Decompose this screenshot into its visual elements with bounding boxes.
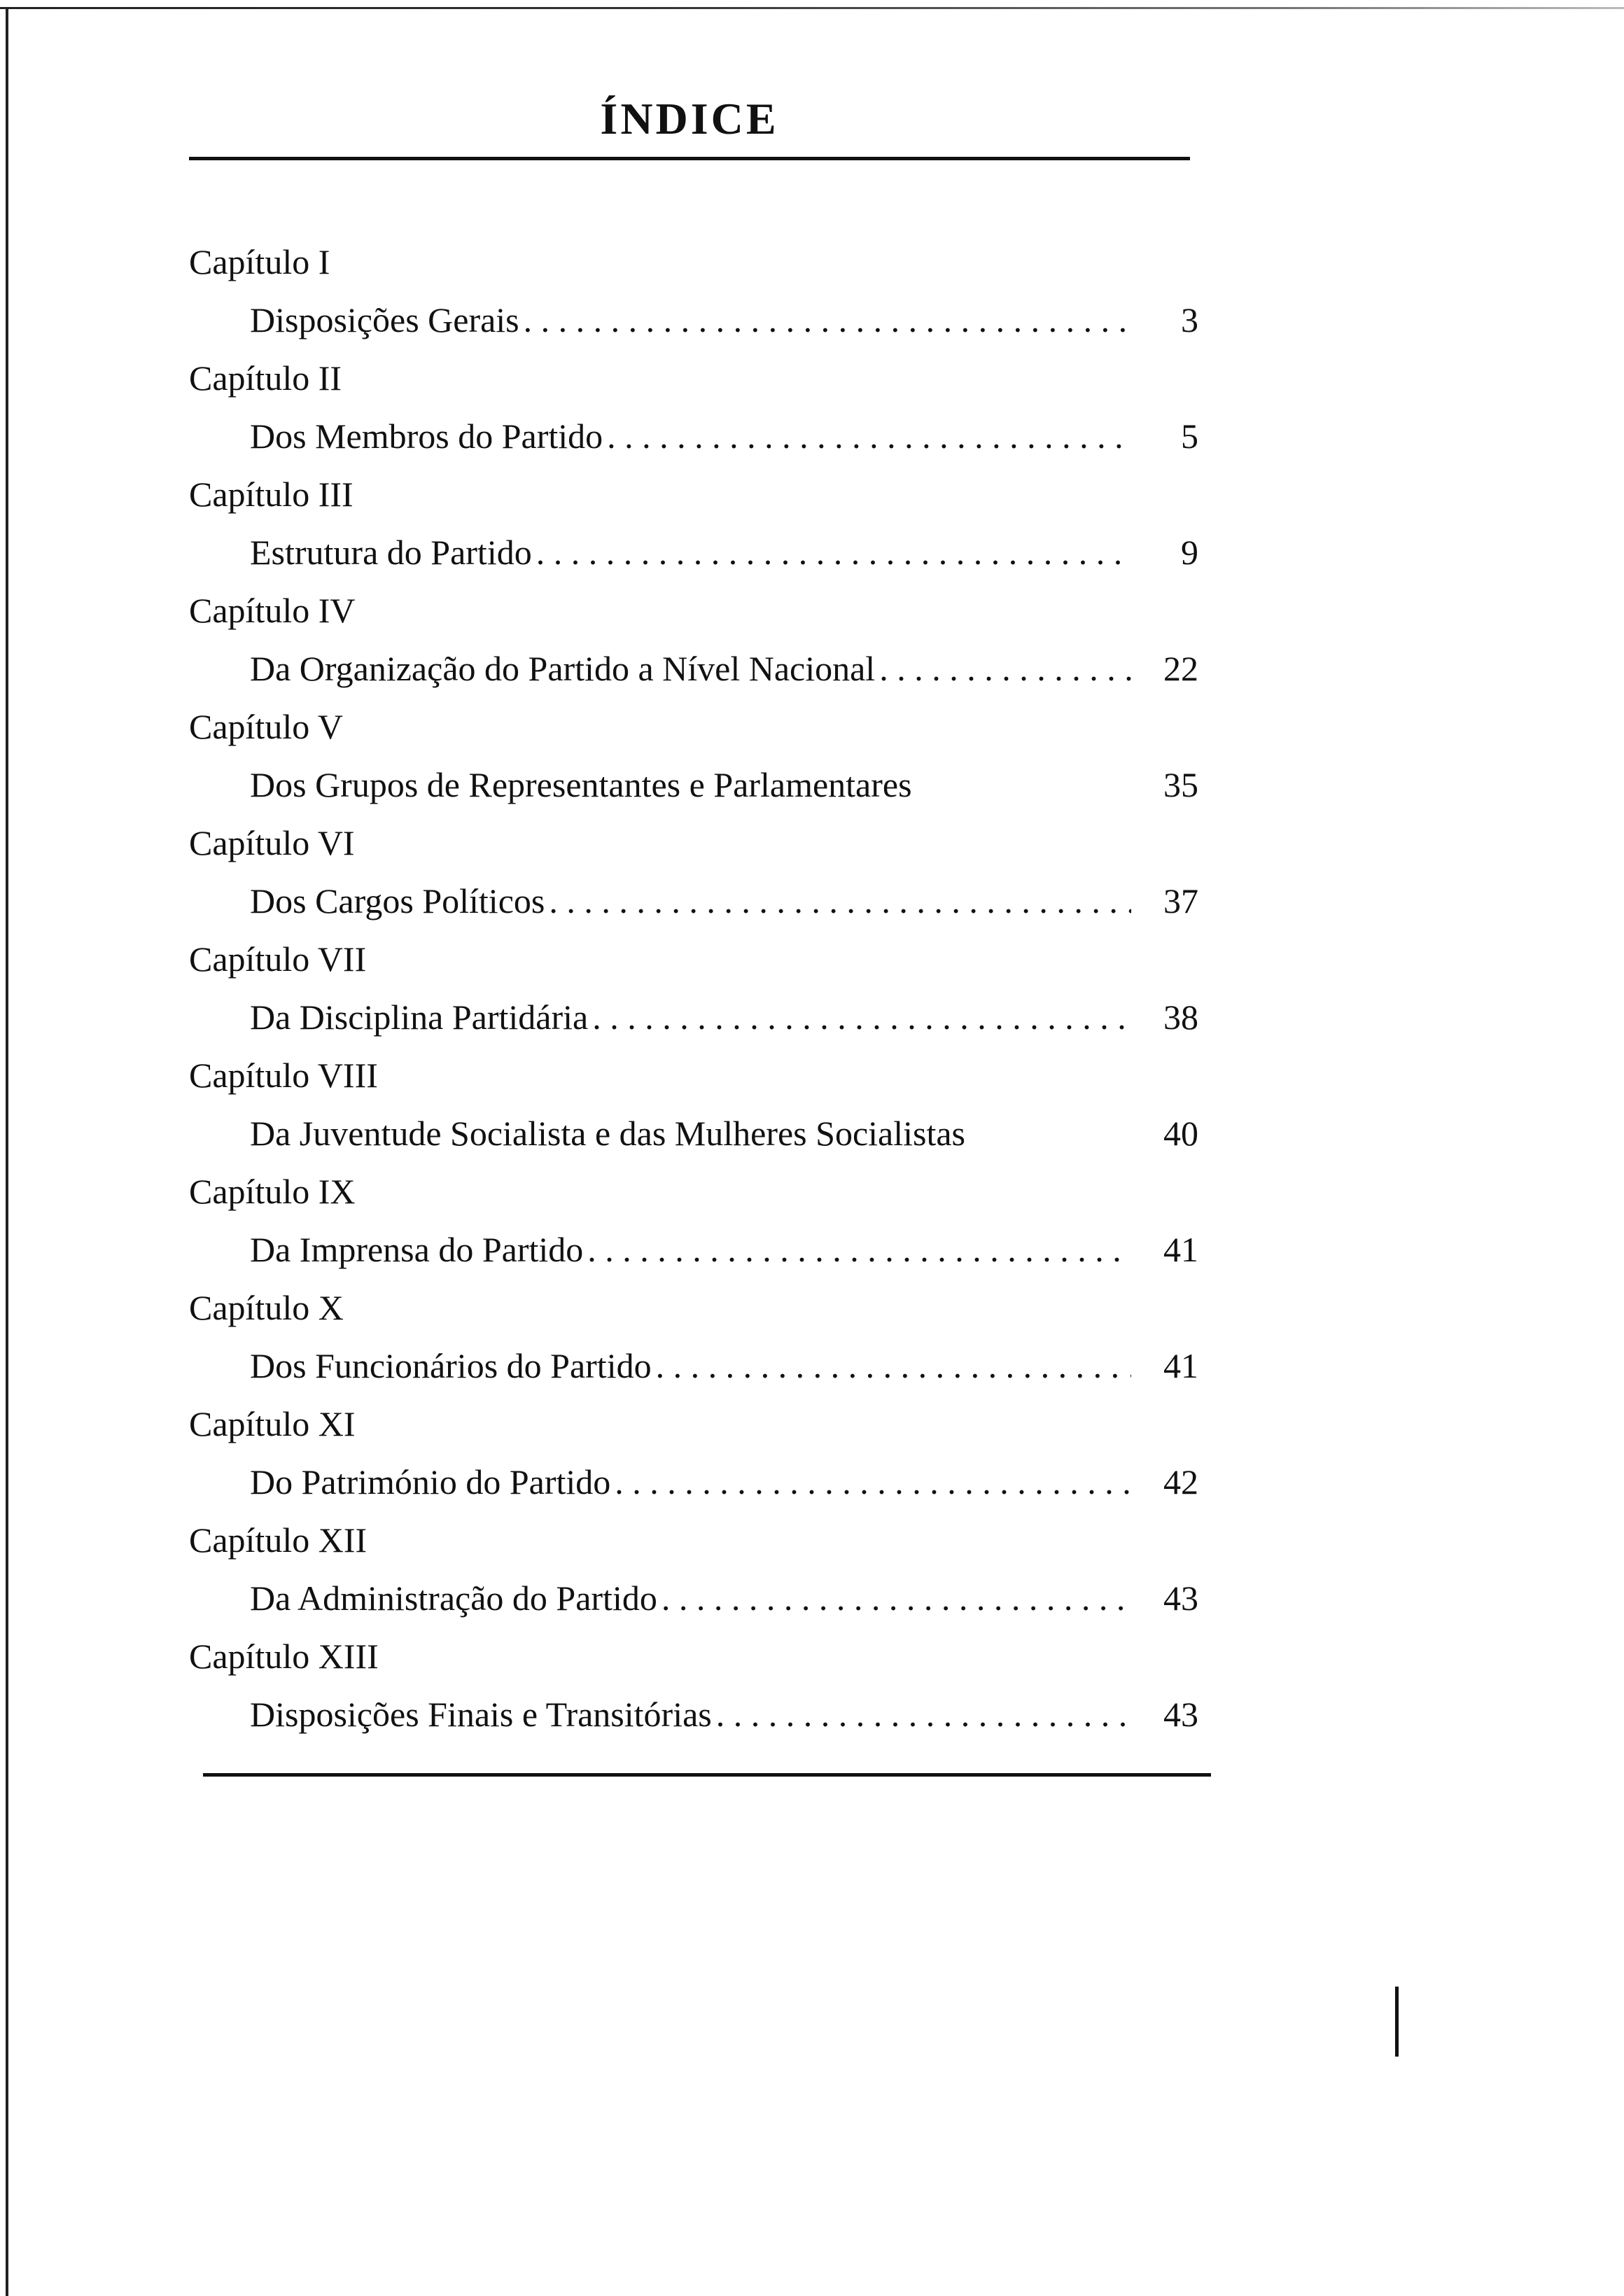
toc-chapter (189, 582, 1204, 698)
chapter-label: Capítulo I (189, 242, 330, 281)
dot-leader (662, 1569, 1131, 1628)
entry-page-number: 38 (1163, 997, 1198, 1037)
dot-leader (716, 1685, 1131, 1744)
dot-leader (607, 407, 1131, 465)
entry-title: Da Juventude Socialista e das Mulheres Socialistas (250, 1114, 965, 1153)
entry-page-number: 40 (1163, 1114, 1198, 1153)
toc-entry (189, 290, 1204, 349)
entry-page-number: 42 (1163, 1462, 1198, 1502)
toc-chapter (189, 1628, 1204, 1744)
toc-chapter (189, 814, 1204, 930)
entry-page-number: 41 (1163, 1346, 1198, 1385)
entry-title: Da Disciplina Partidária (250, 997, 589, 1037)
chapter-label: Capítulo VII (189, 939, 367, 979)
dot-leader (587, 1220, 1131, 1279)
toc-chapter (189, 1163, 1204, 1279)
entry-title: Do Património do Partido (250, 1462, 611, 1502)
toc-entry (189, 988, 1204, 1046)
entry-title: Da Imprensa do Partido (250, 1230, 584, 1269)
toc-entry (189, 1685, 1204, 1744)
chapter-label: Capítulo III (189, 475, 354, 514)
dot-leader (549, 872, 1131, 930)
entry-title: Dos Grupos de Representantes e Parlamentares (250, 765, 912, 804)
table-of-contents (189, 233, 1204, 1744)
dot-leader (615, 1452, 1131, 1511)
chapter-label: Capítulo XI (189, 1404, 356, 1443)
dot-leader (879, 639, 1131, 698)
entry-title: Da Organização do Partido a Nível Nacional (250, 649, 876, 688)
entry-title: Disposições Finais e Transitórias (250, 1695, 712, 1734)
toc-chapter (189, 930, 1204, 1046)
document-page (189, 84, 1204, 1777)
chapter-label: Capítulo II (189, 358, 342, 398)
chapter-label: Capítulo VI (189, 823, 355, 862)
toc-entry (189, 872, 1204, 930)
toc-chapter (189, 698, 1204, 814)
toc-chapter (189, 1395, 1204, 1511)
entry-title: Dos Funcionários do Partido (250, 1346, 652, 1385)
chapter-label: Capítulo IX (189, 1172, 356, 1211)
page-title: ÍNDICE (600, 94, 779, 144)
entry-page-number: 35 (1163, 765, 1198, 804)
dot-leader (536, 523, 1131, 582)
entry-title: Dos Cargos Políticos (250, 881, 545, 920)
toc-entry (189, 407, 1204, 465)
toc-entry (189, 755, 1204, 814)
toc-entry (189, 1104, 1204, 1163)
entry-title: Da Administração do Partido (250, 1578, 657, 1618)
toc-chapter (189, 1279, 1204, 1395)
toc-entry (189, 1569, 1204, 1628)
toc-chapter (189, 1511, 1204, 1628)
entry-page-number: 9 (1181, 533, 1198, 572)
entry-page-number: 41 (1163, 1230, 1198, 1269)
entry-page-number: 22 (1163, 649, 1198, 688)
chapter-label: Capítulo X (189, 1288, 344, 1327)
toc-chapter (189, 349, 1204, 465)
toc-chapter (189, 233, 1204, 349)
dot-leader (656, 1336, 1131, 1395)
entry-title: Dos Membros do Partido (250, 416, 603, 456)
scan-left-edge (6, 7, 8, 2296)
chapter-label: Capítulo XIII (189, 1637, 379, 1676)
toc-entry (189, 1452, 1204, 1511)
toc-entry (189, 1220, 1204, 1279)
entry-page-number: 3 (1181, 300, 1198, 340)
toc-entry (189, 1336, 1204, 1395)
toc-entry (189, 523, 1204, 582)
closing-rule (203, 1773, 1211, 1777)
dot-leader (524, 290, 1131, 349)
chapter-label: Capítulo VIII (189, 1056, 378, 1095)
entry-page-number: 43 (1163, 1578, 1198, 1618)
scan-top-edge (0, 7, 1624, 9)
chapter-label: Capítulo V (189, 707, 343, 746)
entry-title: Disposições Gerais (250, 300, 519, 340)
chapter-label: Capítulo XII (189, 1520, 368, 1560)
dot-leader (592, 988, 1131, 1046)
entry-page-number: 5 (1181, 416, 1198, 456)
entry-page-number: 37 (1163, 881, 1198, 920)
toc-entry (189, 639, 1204, 698)
entry-title: Estrutura do Partido (250, 533, 532, 572)
title-rule (189, 157, 1190, 160)
chapter-label: Capítulo IV (189, 591, 356, 630)
margin-mark (1395, 1987, 1399, 2057)
entry-page-number: 43 (1163, 1695, 1198, 1734)
toc-chapter (189, 465, 1204, 582)
toc-chapter (189, 1046, 1204, 1163)
